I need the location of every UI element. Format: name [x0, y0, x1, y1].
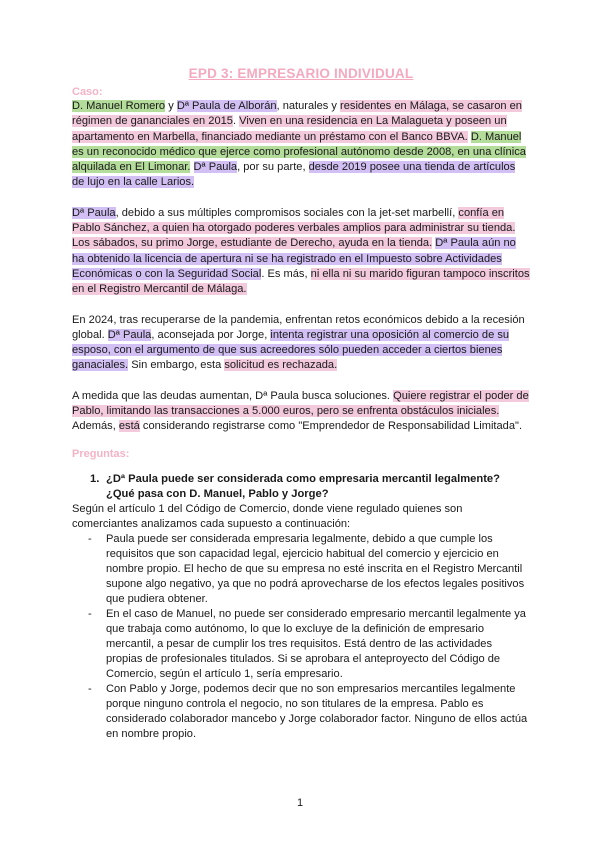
highlighted-text: Dª Paula	[107, 328, 152, 341]
highlighted-text: Dª Paula aún no ha obtenido la licencia de apertura ni se ha registrado en el Impuesto sobre Actividades Económicas o con la Seguridad Social	[72, 237, 516, 280]
paragraph-text: .	[232, 115, 240, 128]
highlighted-text: está	[118, 420, 140, 433]
question-text: ¿Dª Paula puede ser considerada como empresaria mercantil legalmente? ¿Qué pasa con D. Manuel, Pablo y Jorge?	[106, 472, 500, 500]
case-paragraph-2	[72, 206, 530, 298]
answer-intro: Según el artículo 1 del Código de Comercio, donde viene regulado quienes son comerciantes analizamos cada supuesto a continuación:	[72, 502, 463, 530]
highlighted-text: Dª Paula	[72, 206, 116, 219]
answer-list	[72, 532, 530, 742]
highlighted-text: ni ella ni su marido figuran tampoco inscritos en el Registro Mercantil de Málaga.	[72, 267, 530, 296]
bullet-marker: -	[88, 532, 92, 545]
answer-item	[72, 682, 530, 742]
highlighted-text: Dª Paula	[193, 161, 238, 174]
highlighted-text: residentes en Málaga, se casaron en régimen de gananciales en 2015	[72, 100, 522, 128]
paragraph-text: considerando registrarse como "Emprendedor de Responsabilidad Limitada".	[139, 420, 523, 433]
highlighted-text: desde 2019 posee una tienda de artículos de lujo en la calle Larios.	[72, 161, 516, 189]
paragraph-text: , aconsejada por Jorge,	[151, 328, 271, 341]
answer-item	[72, 532, 530, 607]
document-title: EPD 3: EMPRESARIO INDIVIDUAL	[188, 66, 414, 81]
question-number: 1.	[90, 472, 100, 485]
answer-item	[72, 607, 530, 682]
highlighted-text: confía en Pablo Sánchez, a quien ha otorgado poderes verbales amplios para administrar su tienda. Los sábados, su primo Jorge, estudiante de Derecho, ayuda en la tienda.	[72, 206, 516, 250]
bullet-marker: -	[88, 607, 92, 620]
highlighted-text: D. Manuel es un reconocido médico que ejerce como profesional autónomo desde 2008, en una clínica alquilada en El Limonar.	[72, 130, 526, 174]
answer-text: Paula puede ser considerada empresaria legalmente, debido a que cumple los requisitos que son capacidad legal, ejercicio habitual del comercio y ejercicio en nombre propio. El hecho de que su empresa no esté inscrita en el Registro Mercantil supone algo negativo, ya que no podrá aprovecharse de los efectos legales positivos que pudiera obtener.	[106, 532, 525, 605]
paragraph-text: En 2024, tras recuperarse de la pandemia, enfrentan retos económicos debido a la recesión global.	[72, 313, 525, 341]
answer-text: En el caso de Manuel, no puede ser considerado empresario mercantil legalmente ya que trabaja como autónomo, lo que lo excluye de la definición de empresario mercantil, a pesar de cumplir los tres requisitos. Está dentro de las actividades propias de profesionales titulados. Si se aprobara el anteproyecto del Código de Comercio, según el artículo 1, sería empresario.	[106, 607, 526, 680]
case-paragraph-3	[72, 313, 530, 374]
case-label: Caso:	[72, 86, 103, 98]
paragraph-text: Además,	[72, 420, 119, 433]
questions-label: Preguntas:	[72, 447, 130, 460]
paragraph-text: , debido a sus múltiples compromisos sociales con la jet-set marbellí,	[115, 206, 459, 219]
paragraph-text: , naturales y	[276, 100, 341, 112]
paragraph-text: y	[165, 100, 177, 112]
question-1	[72, 472, 530, 502]
highlighted-text: solicitud es rechazada.	[224, 359, 338, 372]
highlighted-text: Viven en una residencia en La Malagueta y poseen un apartamento en Marbella, financiado mediante un préstamo con el Banco BBVA.	[72, 115, 507, 143]
highlighted-text: Quiere registrar el poder de Pablo, limitando las transacciones a 5.000 euros, pero se enfrenta obstáculos iniciales.	[72, 389, 529, 418]
highlighted-text: Dª Paula de Alborán	[176, 100, 277, 112]
case-paragraph-1	[72, 99, 530, 191]
answer-text: Con Pablo y Jorge, podemos decir que no son empresarios mercantiles legalmente porque ninguno controla el negocio, no son titulares de la empresa. Pablo es considerado colaborador mancebo y Jorge colaborador factor. Ninguno de ellos actúa en nombre propio.	[106, 682, 528, 740]
case-paragraph-4	[72, 389, 530, 435]
paragraph-text: Sin embargo, esta	[128, 359, 225, 372]
highlighted-text: D. Manuel Romero	[72, 100, 166, 112]
highlighted-text: intenta registrar una oposición al comercio de su esposo, con el argumento de que sus acreedores sólo pueden acceder a ciertos bienes ganaciales.	[72, 328, 510, 372]
paragraph-text: A medida que las deudas aumentan, Dª Paula busca soluciones.	[72, 389, 394, 402]
page-number: 1	[296, 797, 304, 809]
paragraph-text: , por su parte,	[237, 161, 309, 174]
bullet-marker: -	[88, 682, 92, 695]
paragraph-text: . Es más,	[261, 267, 311, 280]
document-page	[72, 66, 530, 742]
